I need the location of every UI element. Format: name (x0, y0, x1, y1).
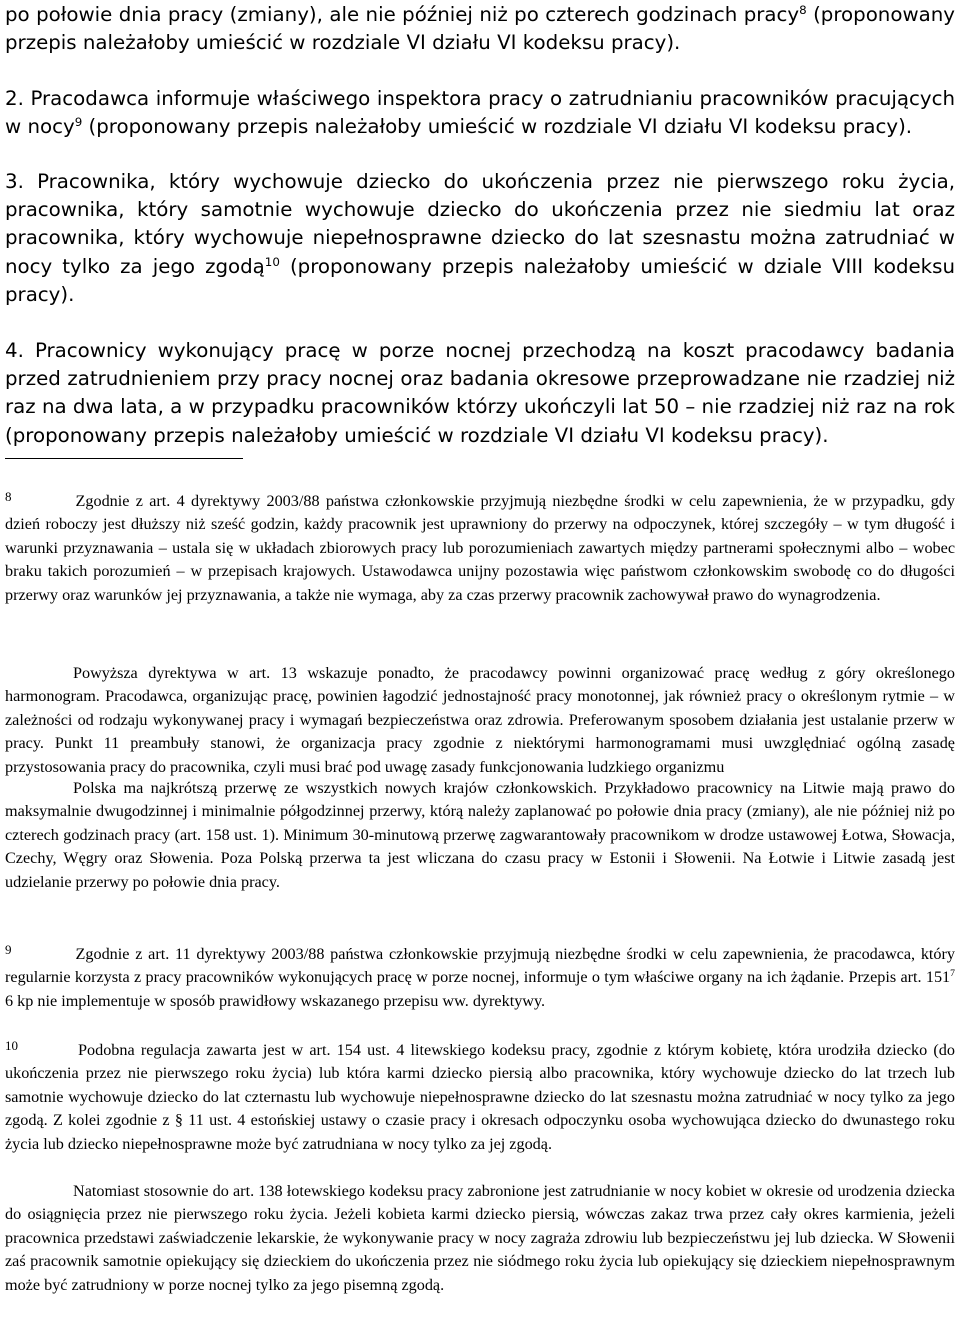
superscript-7: 7 (950, 968, 955, 980)
footnote-10: 10 Podobna regulacja zawarta jest w art. 154 ust. 4 litewskiego kodeksu pracy, zgodnie z którym kobietę, która urodziła dziecko (do ukończenia przez nie pierwszego roku życia) lub która karmi dziecko piersią albo pracownika, który wychowuje dziecko do lat trzech lub samotnie wychowuje dziecko do lat czternastu lub wychowuje niepełnosprawne dziecko do lat szesnastu można zatrudniać w nocy tylko za jego zgodą. Z kolei zgodnie z § 11 ust. 4 estońskiej ustawy o czasie pracy i okresach odpoczynku osoba wychowująca dziecko do dwunastego roku życia lub dziecko niepełnosprawne może być zatrudniana w nocy tylko za jej zgodą. (5, 1038, 955, 1153)
footnote-text: 6 kp nie implementuje w sposób prawidłowy wskazanego przepisu ww. dyrektywy. (5, 991, 546, 1010)
paragraph-text: (proponowany przepis należałoby umieścić w dziale VIII kodeksu pracy). (5, 254, 955, 306)
paragraph-4: 4. Pracownicy wykonujący pracę w porze nocnej przechodzą na koszt pracodawcy badania przed zatrudnieniem przy pracy nocnej oraz badania okresowe przeprowadzane nie rzadziej niż raz na dwa lata, a w przypadku pracowników którzy ukończyli lat 50 – nie rzadziej niż raz na rok (proponowany przepis należałoby umieścić w rozdziale VI działu VI kodeksu pracy). (5, 339, 955, 447)
footnote-8-paragraph-2: Powyższa dyrektywa w art. 13 wskazuje ponadto, że pracodawcy powinni organizować pracę według z góry określonego harmonogram. Pracodawca, organizując pracę, powinien łagodzić jednostajność pracy monotonnej, jak również pracy o określonym rytmie – w zależności od rodzaju wykonywanej pracy i wymagań bezpieczeństwa oraz zdrowia. Preferowanym sposobem działania jest ustalanie przerw w pracy. Punkt 11 preambuły stanowi, że organizacja pracy zgodnie z niektórymi harmonogramami musi uwzględniać ogólną zasadę przystosowania pracy do pracownika, czyli musi brać pod uwagę zasady funkcjonowania ludzkiego organizmu (5, 664, 955, 776)
footnote-8: 8 Zgodnie z art. 4 dyrektywy 2003/88 państwa członkowskie przyjmują niezbędne środki w celu zapewnienia, że w przypadku, gdy dzień roboczy jest dłuższy niż sześć godzin, każdy pracownik jest uprawniony do przerwy na odpoczynek, której szczegóły – w tym długość i warunki przyznawania – ustala się w układach zbiorowych pracy lub porozumieniach zawartych między partnerami społecznymi albo – wobec braku takich porozumień – w przepisach krajowych. Ustawodawca unijny pozostawia więc państwom członkowskim swobodę co do długości przerwy oraz warunków jej przyznawania, a także nie wymaga, aby za czas przerwy pracownik zachowywał prawo do wynagrodzenia. (5, 489, 955, 604)
footnote-ref-8: 8 (799, 2, 807, 17)
footnote-separator (5, 458, 243, 459)
paragraph-continuation (5, 1, 955, 57)
footnote-ref-9: 9 (74, 115, 83, 130)
paragraph-text: (proponowany przepis należałoby umieścić w rozdziale VI działu VI kodeksu pracy). (5, 3, 955, 55)
footnote-9: 9 Zgodnie z art. 11 dyrektywy 2003/88 państwa członkowskie przyjmują niezbędne środki w celu zapewnienia, że pracodawca, który regularnie korzysta z pracy pracowników wykonujących pracę w porze nocnej, informuje o tym właściwe organy na ich żądanie. Przepis art. $151^7$ 6 kp nie implementuje w sposób prawidłowy wskazanego przepisu ww. dyrektywy. (5, 942, 955, 1010)
footnote-text: Podobna regulacja zawarta jest w art. 154 ust. 4 litewskiego kodeksu pracy, zgodnie z którym kobietę, która urodziła dziecko (do ukończenia przez nie pierwszego roku życia) lub która karmi dziecko piersią albo pracownika, który wychowuje dziecko do lat trzech lub samotnie wychowuje dziecko do lat czternastu lub wychowuje niepełnosprawne dziecko do lat szesnastu można zatrudniać w nocy tylko za jego zgodą. Z kolei zgodnie z § 11 ust. 4 estońskiej ustawy o czasie pracy i okresach odpoczynku osoba wychowująca dziecko do dwunastego roku życia lub dziecko niepełnosprawne może być zatrudniana w nocy tylko za jej zgodą. (5, 1041, 955, 1153)
footnote-text: Zgodnie z art. 11 dyrektywy 2003/88 państwa członkowskie przyjmują niezbędne środki w celu zapewnienia, że pracodawca, który regularnie korzysta z pracy pracowników wykonujących pracę w porze nocnej, informuje o tym właściwe organy na ich żądanie. Przepis art. 151 (5, 945, 955, 987)
footnote-text: Zgodnie z art. 4 dyrektywy 2003/88 państwa członkowskie przyjmują niezbędne środki w celu zapewnienia, że w przypadku, gdy dzień roboczy jest dłuższy niż sześć godzin, każdy pracownik jest uprawniony do przerwy na odpoczynek, której szczegóły – w tym długość i warunki przyznawania – ustala się w układach zbiorowych pracy lub porozumieniach zawartych między partnerami społecznymi albo – wobec braku takich porozumień – w przepisach krajowych. Ustawodawca unijny pozostawia więc państwom członkowskim swobodę co do długości przerwy oraz warunków jej przyznawania, a także nie wymaga, aby za czas przerwy pracownik zachowywał prawo do wynagrodzenia. (5, 492, 955, 604)
footnote-ref-10: 10 (264, 254, 280, 269)
paragraph-text: 2. Pracodawca informuje właściwego inspektora pracy o zatrudnianiu pracowników pracujących w nocy (5, 87, 955, 139)
paragraph-2 (5, 85, 955, 141)
paragraph-text: 3. Pracownika, który wychowuje dziecko do ukończenia przez nie pierwszego roku życia, pracownika, który samotnie wychowuje dziecko do ukończenia przez nie siedmiu lat oraz pracownika, który wychowuje niepełnosprawne dziecko do lat szesnastu można zatrudniać w nocy tylko za jego zgodą (5, 170, 955, 278)
paragraph-text: (proponowany przepis należałoby umieścić w rozdziale VI działu VI kodeksu pracy). (82, 115, 913, 139)
paragraph-text: po połowie dnia pracy (zmiany), ale nie później niż po czterech godzinach pracy (5, 3, 800, 26)
footnote-10-paragraph-2: Natomiast stosownie do art. 138 łotewskiego kodeksu pracy zabronione jest zatrudnianie w nocy kobiet w okresie od urodzenia dziecka do osiągnięcia przez nie pierwszego roku życia. Jeżeli kobieta karmi dziecko piersią, wówczas zakaz trwa przez cały okres karmienia, jeżeli pracownica przedstawi zaświadczenie lekarskie, że wykonywanie pracy w nocy zagraża zdrowiu lub bezpieczeństwu jej lub dziecka. W Słowenii zaś pracownik samotnie opiekujący się dzieckiem do ukończenia przez nie siódmego roku życia lub opiekujący się dzieckiem niepełnosprawnym może być zatrudniony w porze nocnej tylko za jego pisemną zgodą. (5, 1182, 955, 1294)
paragraph-3 (5, 168, 955, 309)
footnote-8-paragraph-3: Polska ma najkrótszą przerwę ze wszystkich nowych krajów członkowskich. Przykładowo pracownicy na Litwie mają prawo do maksymalnie dwugodzinnej i minimalnie półgodzinnej przerwy, którą należy zaplanować po połowie dnia pracy (zmiany), ale nie później niż po czterech godzinach pracy (art. 158 ust. 1). Minimum 30-minutową przerwę zagwarantowały pracownikom w drodze ustawowej Łotwa, Słowacja, Czechy, Węgry oraz Słowenia. Poza Polską przerwa ta jest wliczana do czasu pracy w Estonii i Słowenii. Na Łotwie i Litwie zasadą jest udzielanie przerwy po połowie dnia pracy. (5, 779, 955, 891)
